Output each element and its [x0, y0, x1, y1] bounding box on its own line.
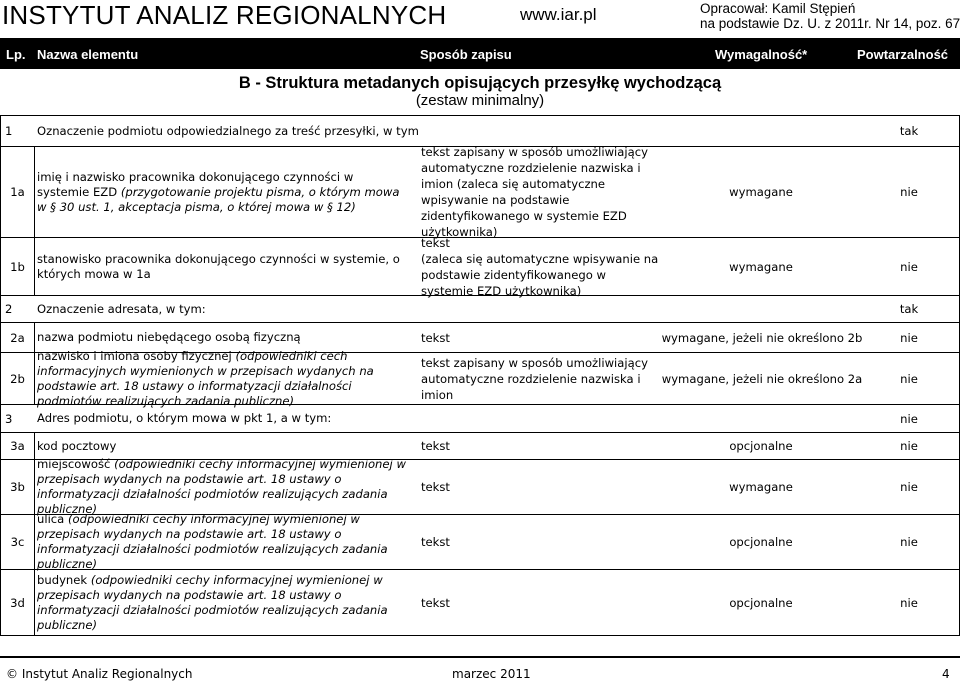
requirement: wymagane, jeżeli nie określono 2a — [661, 371, 863, 386]
requirement: opcjonalne — [729, 535, 793, 549]
row-number: 3c — [1, 515, 35, 569]
record-format: tekst — [421, 480, 450, 494]
element-name: nazwa podmiotu niebędącego osobą fizyczną — [37, 330, 301, 344]
element-name — [37, 457, 409, 516]
repeatability: nie — [900, 371, 918, 386]
requirement: wymagane — [729, 185, 793, 199]
table-row — [1, 147, 959, 238]
table-row — [1, 348, 959, 408]
row-number: 1a — [1, 147, 35, 237]
repeatability: nie — [900, 595, 918, 610]
element-name: Oznaczenie podmiotu odpowiedzialnego za treść przesyłki, w tym — [37, 123, 419, 138]
column-header-zapis: Sposób zapisu — [420, 47, 512, 62]
repeatability: nie — [900, 259, 918, 274]
repeatability: nie — [900, 185, 918, 199]
table-header — [0, 38, 960, 69]
table-row — [1, 235, 959, 298]
footer-copyright: © Instytut Analiz Regionalnych — [6, 667, 193, 681]
requirement: opcjonalne — [729, 595, 793, 610]
element-name-main: imię i nazwisko pracownika dokonującego czynności w systemie EZD — [37, 169, 354, 199]
website-url[interactable]: www.iar.pl — [520, 5, 597, 24]
element-name-note: (odpowiedniki cechy informacyjnej wymienionej w przepisach wydanych na podstawie art. 18 ustawy o informatyzacji działalności podmiotów realizujących zadania publiczne) — [37, 512, 388, 571]
section-title: B - Struktura metadanych opisujących przesyłkę wychodzącą — [238, 74, 722, 92]
page-header — [0, 0, 960, 36]
repeatability: tak — [899, 302, 919, 316]
table-row — [1, 433, 959, 460]
table-row — [1, 512, 959, 571]
element-name: stanowisko pracownika dokonującego czynności w systemie, o których mowa w 1a — [37, 251, 400, 281]
requirement: wymagane — [729, 259, 793, 274]
row-number: 3d — [1, 570, 35, 635]
section-subtitle: (zestaw minimalny) — [415, 92, 545, 109]
record-format: tekst zapisany w sposób umożliwiający automatyczne rozdzielenie nazwiska i imion (zaleca się automatyczne wpisywanie na podstawie zidentyfikowanego w systemie EZD użytkownika) — [421, 145, 648, 239]
table-row — [1, 116, 959, 147]
element-name: Adres podmiotu, o którym mowa w pkt 1, a w tym: — [37, 411, 332, 425]
row-number: 2a — [1, 323, 35, 352]
column-header-powtarzalnosc: Powtarzalność — [857, 47, 949, 62]
repeatability: nie — [900, 480, 918, 494]
element-name — [37, 147, 409, 237]
author-note — [700, 1, 960, 31]
footer-divider — [0, 656, 960, 658]
record-format: tekst — [421, 595, 450, 610]
table-row — [1, 570, 959, 635]
element-name: kod pocztowy — [37, 438, 117, 453]
row-number: 1 — [5, 124, 13, 138]
column-header-lp: Lp. — [6, 47, 26, 62]
element-name-note: (odpowiedniki cech informacyjnych wymienionych w przepisach wydanych na podstawie art. 18 ustawy o informatyzacji działalności podmiotów realizujących zadania publiczne) — [37, 348, 374, 408]
row-number: 2 — [5, 302, 13, 316]
row-number: 1b — [1, 238, 35, 295]
record-format: tekst — [421, 439, 450, 453]
table-row — [1, 405, 959, 433]
metadata-table — [0, 115, 960, 636]
author-line: Opracował: Kamil Stępień — [700, 1, 856, 16]
repeatability: nie — [900, 411, 918, 426]
repeatability: nie — [900, 439, 918, 453]
row-number: 3a — [1, 433, 35, 459]
element-name: Oznaczenie adresata, w tym: — [37, 301, 206, 316]
requirement: opcjonalne — [729, 439, 793, 453]
element-name-note: (przygotowanie projektu pisma, o którym mowa w § 30 ust. 1, akceptacja pisma, o której mowa w § 12) — [37, 184, 400, 214]
column-header-wymagalnosc: Wymagalność* — [715, 47, 808, 62]
row-number: 3b — [1, 460, 35, 514]
table-row — [1, 457, 959, 516]
element-name-note: (odpowiedniki cechy informacyjnej wymienionej w przepisach wydanych na podstawie art. 18 ustawy o informatyzacji działalności podmiotów realizujących zadania publiczne) — [37, 572, 388, 632]
requirement: wymagane, jeżeli nie określono 2b — [661, 330, 863, 345]
table-row — [1, 296, 959, 323]
element-name-main: budynek — [37, 572, 88, 587]
record-format: tekst — [421, 330, 450, 345]
element-name — [37, 570, 409, 635]
record-format: tekst zapisany w sposób umożliwiający automatyczne rozdzielenie nazwiska i imion — [421, 355, 648, 402]
element-name-note: (odpowiedniki cechy informacyjnej wymienionej w przepisach wydanych na podstawie art. 18 ustawy o informatyzacji działalności podmiotów realizujących zadania publiczne) — [37, 457, 406, 516]
column-header-name: Nazwa elementu — [37, 47, 139, 62]
brand-title: INSTYTUT ANALIZ REGIONALNYCH — [2, 0, 447, 30]
repeatability: nie — [900, 535, 918, 549]
record-format: tekst (zaleca się automatyczne wpisywanie na podstawie zidentyfikowanego w systemie EZD użytkownika) — [421, 235, 659, 298]
element-name — [37, 348, 409, 408]
repeatability: nie — [900, 330, 918, 345]
requirement: wymagane — [729, 480, 793, 494]
element-name-main: miejscowość — [37, 457, 111, 471]
source-line: na podstawie Dz. U. z 2011r. Nr 14, poz. 67 — [700, 16, 960, 31]
page-number: 4 — [942, 667, 950, 681]
record-format: tekst — [421, 535, 450, 549]
element-name-main: nazwisko i imiona osoby fizycznej — [37, 348, 232, 363]
repeatability: tak — [899, 124, 919, 138]
row-number: 2b — [1, 353, 35, 404]
element-name — [37, 512, 409, 571]
footer-date: marzec 2011 — [452, 667, 531, 681]
element-name-main: ulica — [37, 512, 65, 526]
row-number: 3 — [5, 411, 13, 426]
